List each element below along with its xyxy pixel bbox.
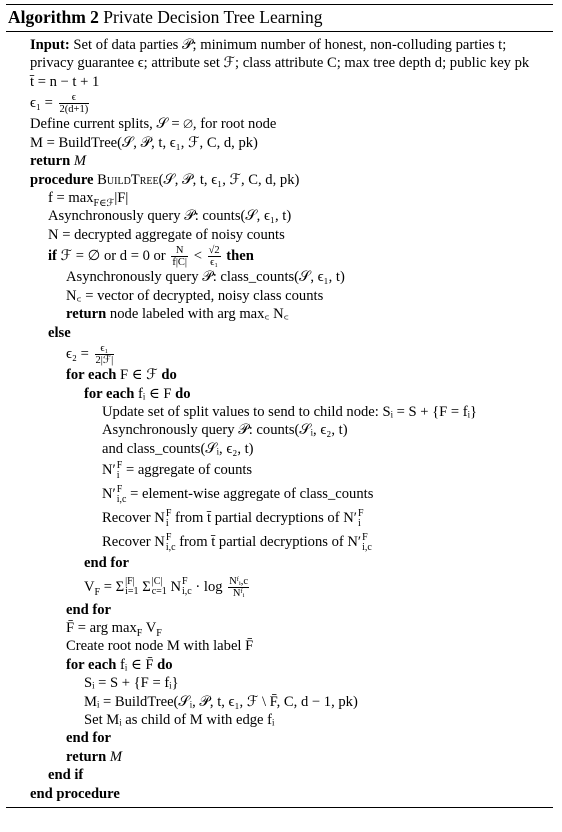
vf-lhs: V [84, 578, 95, 595]
recover1-mid: from t̄ partial decryptions of N′ [175, 510, 357, 527]
if-keyword: if [48, 248, 57, 265]
recover1-scripts [166, 509, 172, 529]
input-keyword: Input: [30, 37, 70, 53]
build-call-line [30, 134, 553, 152]
for-each-fi-line [30, 385, 553, 403]
eps2-den: 2|ℱ| [95, 355, 114, 367]
nprime-i: N′ [102, 462, 116, 479]
vf-sum1-sup: |F| [125, 576, 135, 588]
and-class-counts-text: and class_counts(𝒮ᵢ, ϵ₂, t) [102, 440, 254, 457]
vf-sigma2: Σ [142, 578, 151, 595]
vf-eq: = Σ [103, 578, 125, 595]
else-keyword: else [48, 324, 71, 341]
vf-line [30, 573, 553, 601]
vf-log-num: Nᶠᵢ,c [229, 575, 248, 587]
for-F-text: F ∈ ℱ [120, 367, 158, 384]
f-bar-text: F̄ = arg max [66, 620, 137, 636]
bottom-rule [6, 807, 553, 808]
vf-sum2-sub: c=1 [151, 586, 167, 598]
for-each-keyword: for each [84, 385, 135, 402]
vf-log-den: Nᶠᵢ [232, 587, 245, 599]
nc-vector-text: N꜀ = vector of decrypted, noisy class counts [66, 287, 324, 304]
f-max-text: f = max [48, 190, 94, 206]
input-line [30, 36, 553, 73]
end-for-last-line [30, 729, 553, 747]
return-m-line [30, 748, 553, 766]
vf-sum2-scripts [152, 577, 167, 597]
return-value: M [73, 153, 87, 170]
update-split-line [30, 403, 553, 421]
vf-sub: F [94, 586, 101, 598]
vf-n-scripts [182, 577, 192, 597]
f-max-rest: |F| [114, 190, 129, 206]
for-fi-bar-text: fᵢ ∈ F̄ [120, 656, 154, 673]
f-bar-rest: V [145, 620, 157, 636]
end-for-outer-line [30, 601, 553, 619]
elementwise-text: = element-wise aggregate of class_counts [130, 486, 374, 503]
async-class-counts-text: Asynchronously query 𝒫: class_counts(𝒮, ϵ₁, t) [66, 269, 345, 286]
recover1-end-sub: i [357, 517, 361, 529]
procedure-keyword: procedure [30, 171, 94, 188]
for-each-fi-bar-line [30, 656, 553, 674]
agg-counts-text: = aggregate of counts [125, 462, 253, 479]
eps1-den: 2(d+1) [59, 104, 89, 116]
recover1-sub: i [165, 517, 169, 529]
vf-n-sub: i,c [182, 586, 192, 598]
f-bar-rest-sub: F [156, 627, 162, 639]
recover2-scripts [166, 533, 176, 553]
eps2-lhs: ϵ₂ = [66, 346, 89, 362]
nprime-ic-scripts [117, 485, 127, 505]
return-node-keyword: return [66, 306, 107, 323]
for-fi-text: fᵢ ∈ F [138, 385, 172, 402]
async-class-counts-line [30, 268, 553, 286]
if-fraction-num: N [171, 245, 188, 257]
recover1-pre: Recover N [102, 510, 165, 527]
if-line [30, 244, 553, 268]
async-counts-si-text: Asynchronously query 𝒫: counts(𝒮ᵢ, ϵ₂, t) [102, 422, 348, 439]
caption-title: Private Decision Tree Learning [103, 7, 323, 27]
vf-sum1-scripts [125, 577, 138, 597]
recover2-end-sub: i,c [362, 541, 372, 553]
procedure-name: BuildTree [97, 171, 159, 188]
t-bar-text: t̄ = n − t + 1 [30, 73, 100, 90]
set-child-line [30, 711, 553, 729]
nprime-i-scripts [117, 461, 123, 481]
end-if-keyword: end if [48, 767, 84, 784]
return-line [30, 152, 553, 170]
end-for-keyword: end for [84, 555, 129, 572]
recover2-sup: F [165, 531, 172, 543]
return-node-line [30, 305, 553, 323]
recover2-end-sup: F [362, 531, 368, 543]
nc-vector-line [30, 287, 553, 305]
async-counts-text: Asynchronously query 𝒫: counts(𝒮, ϵ₁, t) [48, 208, 292, 225]
eps1-num: ϵ [59, 92, 90, 104]
nprime-ic-line [30, 482, 553, 506]
nprime-ic-sub: i,c [116, 493, 127, 505]
eps2-line [30, 342, 553, 366]
f-bar-sub: F [136, 627, 143, 639]
if-fraction-den: f|C| [172, 257, 188, 269]
n-decrypted-text: N = decrypted aggregate of noisy counts [48, 226, 285, 243]
recover1-end-sup: F [357, 507, 364, 519]
recover1-sup: F [165, 507, 172, 519]
end-procedure-keyword: end procedure [30, 785, 120, 802]
end-if-line [30, 766, 553, 784]
return-keyword: return [30, 153, 71, 170]
end-for-keyword: end for [66, 730, 111, 747]
vf-sum1-sub: i=1 [125, 586, 139, 598]
recover2-end-scripts [362, 533, 372, 553]
return-keyword: return [66, 748, 107, 765]
define-splits-line [30, 115, 553, 133]
f-max-sub: F∈ℱ [93, 197, 115, 209]
recover1-line [30, 506, 553, 530]
mi-assign-text: Mᵢ = BuildTree(𝒮ᵢ, 𝒫, t, ϵ₁, ℱ \ F̄, C, d − 1, pk) [84, 693, 358, 710]
caption-label: Algorithm 2 [8, 7, 99, 27]
vf-log: · log [195, 578, 223, 595]
if-condition: ℱ = ∅ or d = 0 or [60, 248, 166, 265]
async-counts-si-line [30, 421, 553, 439]
if-fraction [171, 245, 188, 268]
recover2-mid: from t̄ partial decryptions of N′ [179, 534, 362, 551]
eps2-fraction [95, 343, 115, 366]
f-bar-line [30, 619, 553, 637]
less-than: < [193, 248, 202, 265]
algorithm-caption [6, 5, 553, 31]
async-counts-line [30, 207, 553, 225]
eps1-line [30, 91, 553, 115]
do-keyword: do [157, 656, 173, 673]
n-decrypted-line [30, 226, 553, 244]
recover2-sub: i,c [165, 541, 176, 553]
update-split-text: Update set of split values to send to child node: Sᵢ = S + {F = fᵢ} [102, 403, 478, 420]
return-m-value: M [109, 748, 123, 765]
recover1-end-scripts [358, 509, 364, 529]
nprime-ic-sup: F [116, 483, 123, 495]
nprime-i-line [30, 458, 553, 482]
nprime-ic: N′ [102, 486, 116, 503]
procedure-line [30, 171, 553, 189]
create-root-text: Create root node M with label F̄ [66, 638, 254, 655]
algorithm-box [6, 4, 553, 808]
procedure-args: (𝒮, 𝒫, t, ϵ₁, ℱ, C, d, pk) [158, 171, 300, 188]
eps2-num: ϵ₁ [95, 343, 115, 355]
do-keyword: do [161, 367, 177, 384]
sqrt-den: ϵ₁ [210, 257, 219, 269]
sqrt-num: √2 [208, 245, 220, 257]
t-bar-line [30, 73, 553, 91]
input-text: Set of data parties 𝒫; minimum number of honest, non-colluding parties t; privacy guarantee ϵ; attribute set ℱ; class attribute C; max tree depth d; public key pk [30, 37, 530, 72]
vf-log-fraction [228, 576, 249, 599]
then-keyword: then [226, 248, 254, 265]
vf-n-sup: F [182, 576, 188, 588]
f-max-line [30, 189, 553, 207]
and-class-counts-line [30, 440, 553, 458]
set-child-text: Set Mᵢ as child of M with edge fᵢ [84, 712, 275, 729]
mi-assign-line [30, 693, 553, 711]
vf-sum2-sup: |C| [151, 576, 163, 588]
for-each-F-line [30, 366, 553, 384]
else-line [30, 324, 553, 342]
define-splits-text: Define current splits, 𝒮 = ∅, for root node [30, 116, 277, 133]
si-assign-line [30, 674, 553, 692]
si-assign-text: Sᵢ = S + {F = fᵢ} [84, 675, 179, 692]
nprime-i-sup: F [116, 459, 123, 471]
end-for-inner-line [30, 554, 553, 572]
for-each-keyword: for each [66, 656, 117, 673]
eps1-fraction [59, 92, 90, 115]
end-for-keyword: end for [66, 601, 111, 618]
create-root-line [30, 637, 553, 655]
recover2-line [30, 530, 553, 554]
build-call-text: M = BuildTree(𝒮, 𝒫, t, ϵ₁, ℱ, C, d, pk) [30, 134, 258, 151]
for-each-keyword: for each [66, 367, 117, 384]
end-procedure-line [30, 785, 553, 807]
do-keyword: do [175, 385, 191, 402]
eps1-lhs: ϵ₁ = [30, 95, 53, 112]
recover2-pre: Recover N [102, 534, 165, 551]
return-node-text: node labeled with arg max꜀ N꜀ [109, 306, 289, 323]
vf-n: N [170, 578, 181, 595]
nprime-i-sub: i [116, 469, 120, 481]
sqrt-fraction [208, 245, 221, 268]
algorithm-body [6, 32, 553, 807]
